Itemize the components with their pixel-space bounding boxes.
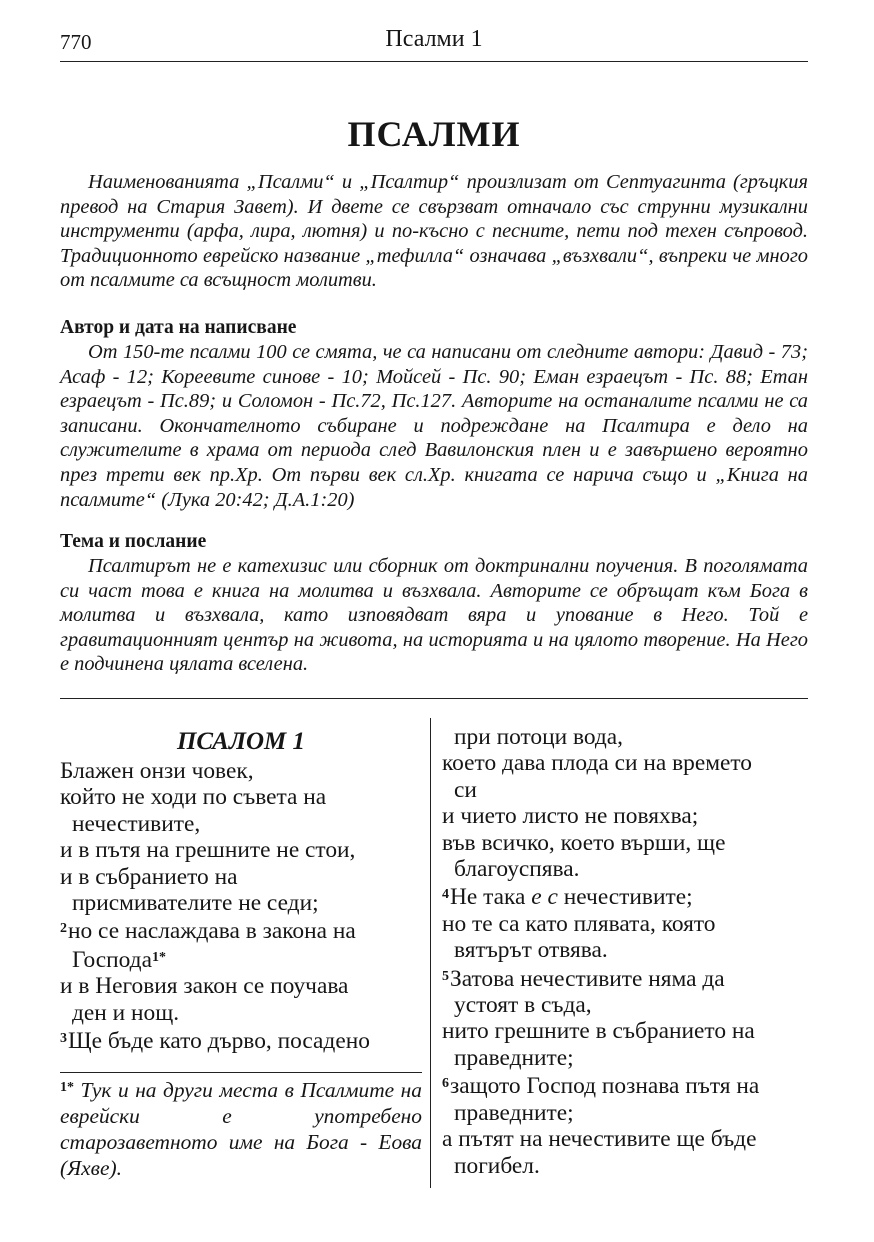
verse-text: нито грешните в събранието на <box>442 1018 755 1045</box>
verse-line <box>442 830 814 856</box>
verse-number: 3 <box>60 1031 67 1047</box>
verse-text: вятърът отвява. <box>454 937 608 964</box>
section-rule <box>60 698 808 699</box>
verse-text: нечестивите, <box>72 810 201 837</box>
verse-line <box>60 784 422 810</box>
verse-text: Блажен онзи човек, <box>60 758 254 784</box>
verse-line <box>442 1153 814 1179</box>
verse-text: присмивателите не седи; <box>72 890 319 917</box>
verse-text: устоят в съда, <box>454 992 592 1019</box>
column-divider <box>430 718 431 1188</box>
verse-text: ден и нощ. <box>72 999 180 1026</box>
verse-italic-text: е с <box>531 884 558 911</box>
verse-text: Затова нечестивите няма да <box>450 965 725 992</box>
running-header <box>60 24 808 60</box>
verse-line <box>442 992 814 1018</box>
verse-text: Ще бъде като дърво, посадено <box>68 1028 370 1055</box>
footnote-ref: 1* <box>60 1080 74 1095</box>
verse-line <box>442 1018 814 1044</box>
footnote <box>60 1075 422 1181</box>
verse-line <box>60 758 422 784</box>
verse-line <box>442 750 814 776</box>
section-author-date <box>60 316 808 512</box>
verse-line <box>442 964 814 992</box>
header-rule <box>60 61 808 62</box>
verse-line <box>60 890 422 916</box>
verse-text: и в Неговия закон се поучава <box>60 973 349 1000</box>
verse-line <box>60 916 422 944</box>
verse-line <box>60 973 422 999</box>
footnote-text: Тук и на други места в Псалмите на еврейски е употребено старозаветното име на Бога - Еова (Яхве). <box>60 1078 422 1180</box>
verse-line <box>442 803 814 829</box>
verse-text-after: нечестивите; <box>557 884 693 911</box>
verse-text: който не ходи по съвета на <box>60 784 327 811</box>
verse-text: а пътят на нечестивите ще бъде <box>442 1126 757 1153</box>
verse-number: 6 <box>442 1076 449 1092</box>
intro-paragraph: Наименованията „Псалми“ и „Псалтир“ произлизат от Септуагинта (гръцкия превод на Стария Завет). И двете се свързват отначало със струнни музикални инструменти (арфа, лира, лютня) и по-късно с песните, пети под техен съпровод. Традиционното еврейско название „тефилла“ означава „възхвали“, въпреки че много от псалмите са всъщност молитви. <box>60 171 808 292</box>
verse-text: Не така <box>450 884 532 911</box>
psalm-column-right <box>442 724 814 1179</box>
section-theme-message <box>60 530 808 677</box>
verse-line <box>60 837 422 863</box>
footnote-marker: 1* <box>151 949 166 965</box>
intro-block <box>60 170 808 293</box>
verse-line <box>442 856 814 882</box>
verse-line <box>442 1071 814 1099</box>
section-body: Псалтирът не е катехизис или сборник от доктринални поучения. В поголямата си част това е книга на молитва и възхвала. Авторите се обръщат към Бога в молитва и възхвала, като изповядват вяра и упование в Него. Той е гравитационният център на живота, на историята и на цялото творение. На Него е подчинена цялата вселена. <box>60 555 808 676</box>
verse-text: праведните; <box>454 1044 574 1071</box>
verse-line <box>60 811 422 837</box>
verse-line <box>442 882 814 910</box>
footnote-rule <box>60 1072 422 1073</box>
verse-text: защото Господ познава пътя на <box>450 1073 760 1100</box>
verse-line <box>60 945 422 973</box>
verse-text: и в събранието на <box>60 863 238 890</box>
verse-line <box>60 864 422 890</box>
verse-number: 5 <box>442 968 449 984</box>
verse-text: и чието листо не повяхва; <box>442 803 699 830</box>
verse-text: но се наслаждава в закона на <box>68 918 356 945</box>
section-body: От 150-те псалми 100 се смята, че са написани от следните автори: Давид - 73; Асаф - 12; Кореевите синове - 10; Мойсей - Пс. 90; Еман езраецът - Пс. 88; Етан езраецът - Пс.89; и Соломон - Пс.72, Пс.127. Авторите на останалите псалми не са записани. Окончателното събиране и подреждане на Псалтира е дело на служителите в храма от периода след Вавилонския плен и е завършено вероятно през трети век пр.Хр. От първи век сл.Хр. книгата се нарича също и „Книга на псалмите“ (Лука 20:42; Д.А.1:20) <box>60 341 808 511</box>
psalm-lines-right <box>442 724 814 1179</box>
page-number: 770 <box>60 30 92 54</box>
verse-text: при потоци вода, <box>454 724 624 750</box>
verse-line <box>442 724 814 750</box>
book-title: ПСАЛМИ <box>347 114 521 154</box>
verse-text: си <box>454 776 477 803</box>
section-heading: Автор и дата на написване <box>60 317 297 338</box>
verse-text: и в пътя на грешните не стои, <box>60 837 356 864</box>
verse-line <box>442 911 814 937</box>
verse-line <box>60 1026 422 1054</box>
verse-line <box>442 937 814 963</box>
verse-text: във всичко, което върши, ще <box>442 829 726 856</box>
verse-line <box>442 777 814 803</box>
verse-text: но те са като плявата, която <box>442 910 716 937</box>
psalm-title: ПСАЛОМ 1 <box>176 728 306 755</box>
psalm-column-left <box>60 724 422 1054</box>
running-title: Псалми 1 <box>385 26 483 52</box>
verse-text: което дава плода си на времето <box>442 750 752 777</box>
verse-line <box>442 1126 814 1152</box>
verse-text: Господа <box>72 946 152 973</box>
verse-number: 2 <box>60 921 67 937</box>
psalm-lines-left <box>60 758 422 1054</box>
verse-line <box>442 1045 814 1071</box>
section-heading: Тема и послание <box>60 531 207 552</box>
verse-line <box>60 1000 422 1026</box>
verse-text: праведните; <box>454 1099 574 1126</box>
verse-text: погибел. <box>454 1152 540 1179</box>
verse-number: 4 <box>442 887 449 903</box>
verse-text: благоуспява. <box>454 856 580 883</box>
verse-line <box>442 1100 814 1126</box>
